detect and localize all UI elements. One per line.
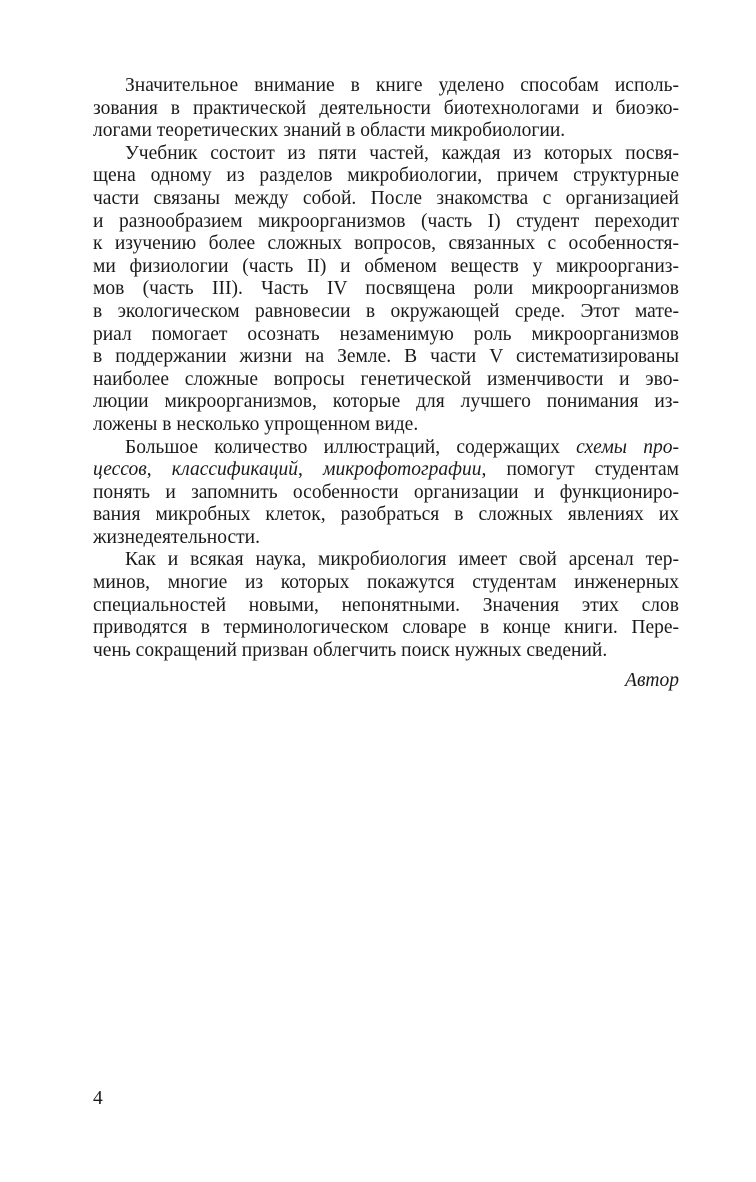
paragraph-3 xyxy=(93,437,679,550)
text-line: Учебник состоит из пяти частей, каждая из которых посвя- xyxy=(125,142,679,164)
italic-term: цессов xyxy=(93,459,147,481)
text-line: ми физиологии (часть II) и обменом веществ у микроорганиз- xyxy=(93,255,679,277)
text-line: минов, многие из которых покажутся студентам инженерных xyxy=(93,572,679,594)
text-line: части связаны между собой. После знакомства с организацией xyxy=(93,187,679,209)
text-line: в экологическом равновесии в окружающей среде. Этот мате- xyxy=(93,300,679,322)
text-line: специальностей новыми, непонятными. Значения этих слов xyxy=(93,594,679,616)
text-line: ложены в несколько упрощенном виде. xyxy=(93,413,419,435)
text-line: люции микроорганизмов, которые для лучшего понимания из- xyxy=(93,391,679,413)
text-run: , xyxy=(146,459,172,481)
text-line: Значительное внимание в книге уделено способам исполь- xyxy=(125,75,679,96)
text-line: мов (часть III). Часть IV посвящена роли микроорганизмов xyxy=(93,278,679,300)
text-run: Большое количество иллюстраций, содержащих xyxy=(125,436,577,458)
text-line: приводятся в терминологическом словаре в конце книги. Пере- xyxy=(93,617,679,639)
text-line: чень сокращений призван облегчить поиск нужных сведений. xyxy=(93,639,608,661)
text-line: и разнообразием микроорганизмов (часть I) студент переходит xyxy=(93,210,679,232)
text-line: щена одному из разделов микробиологии, причем структурные xyxy=(93,165,679,187)
paragraph-2 xyxy=(93,143,679,437)
author-signature: Автор xyxy=(625,670,679,692)
text-run: , помогут студентам xyxy=(481,459,679,481)
text-line: логами теоретических знаний в области микробиологии. xyxy=(93,120,566,142)
text-line: к изучению более сложных вопросов, связанных с особенностя- xyxy=(93,233,679,255)
page-body xyxy=(93,75,679,693)
paragraph-4 xyxy=(93,549,679,662)
page-number: 4 xyxy=(93,1088,103,1109)
paragraph-1 xyxy=(93,75,679,143)
italic-term: классификаций xyxy=(171,459,298,481)
text-run: , xyxy=(298,459,324,481)
text-line xyxy=(93,459,679,482)
text-line: вания микробных клеток, разобраться в сложных явлениях их xyxy=(93,504,679,526)
text-line: риал помогает осознать незаменимую роль микроорганизмов xyxy=(93,323,679,345)
italic-term: схемы про- xyxy=(576,436,679,458)
text-line: Как и всякая наука, микробиология имеет свой арсенал тер- xyxy=(125,549,679,571)
text-line: зования в практической деятельности биотехнологами и биоэко- xyxy=(93,97,679,119)
text-line xyxy=(93,437,679,460)
text-line: в поддержании жизни на Земле. В части V систематизированы xyxy=(93,346,679,368)
text-line: понять и запомнить особенности организации и функциониро- xyxy=(93,481,679,503)
text-line: жизнедеятельности. xyxy=(93,526,260,548)
italic-term: микрофотографии xyxy=(323,459,482,481)
text-line: наиболее сложные вопросы генетической изменчивости и эво- xyxy=(93,368,679,390)
